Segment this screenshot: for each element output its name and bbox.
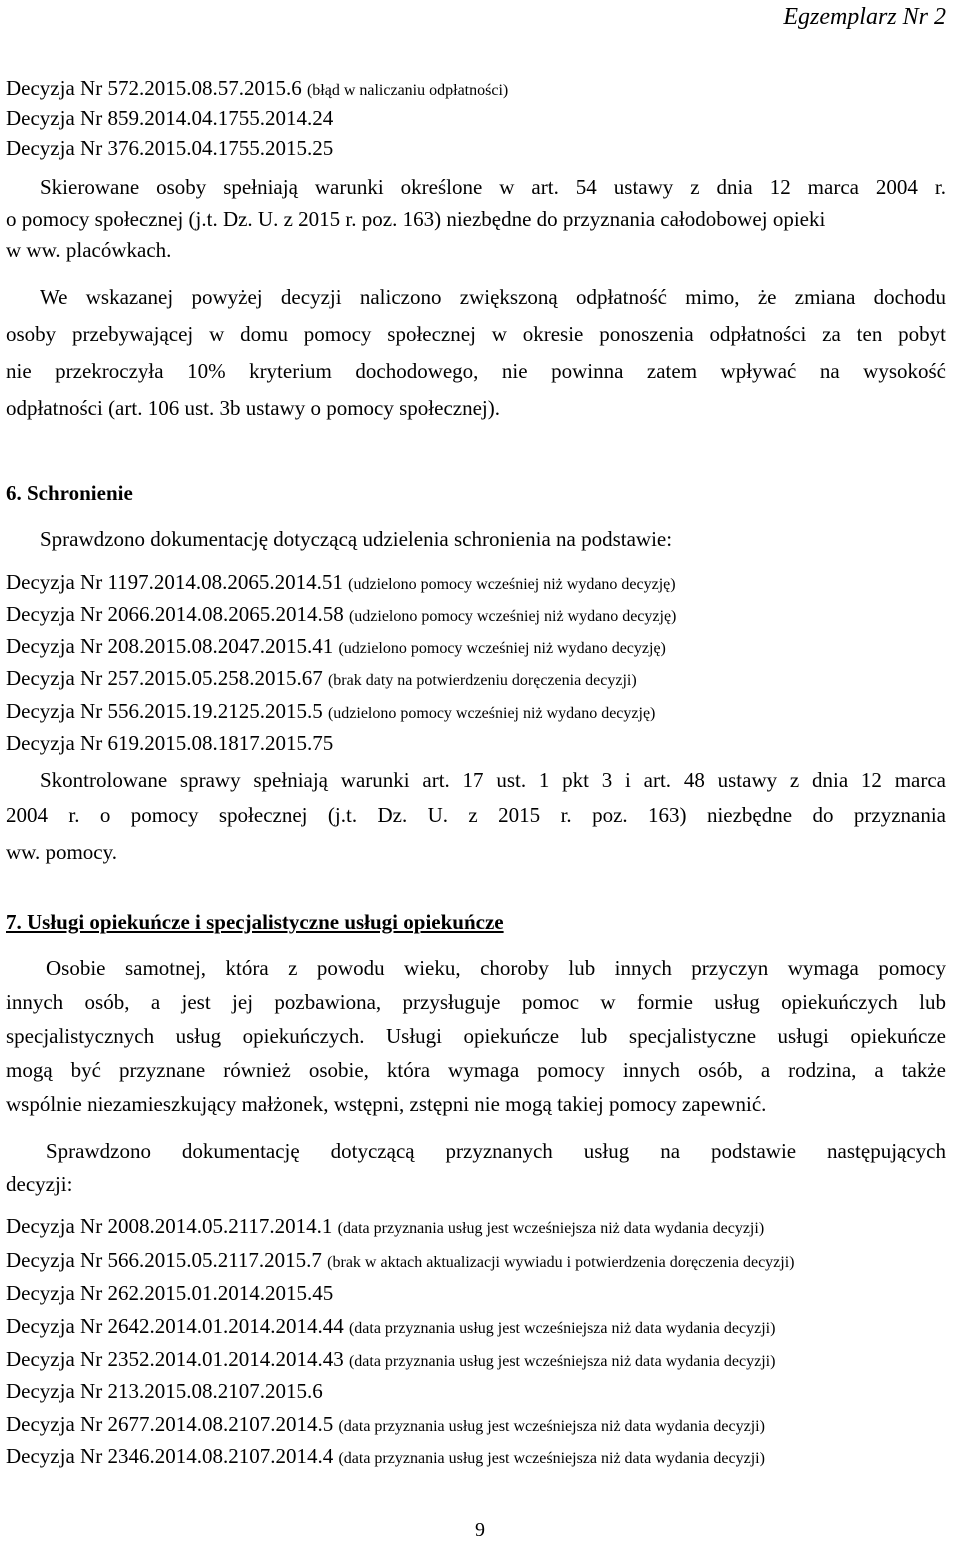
paragraph-line: innych osób, a jest jej pozbawiona, przysługuje pomoc w formie usług opiekuńczych lub — [6, 990, 946, 1014]
decision-line — [6, 104, 946, 132]
decision-number: Decyzja Nr 572.2015.08.57.2015.6 — [6, 76, 302, 100]
decision-number: Decyzja Nr 619.2015.08.1817.2015.75 — [6, 731, 334, 755]
decision-line — [6, 1345, 946, 1376]
decision-note: (błąd w naliczaniu odpłatności) — [306, 82, 509, 99]
decision-line — [6, 1377, 946, 1405]
decision-note: (data przyznania usług jest wcześniejsza niż data wydania decyzji) — [348, 1353, 776, 1370]
summary-line: w ww. placówkach. — [6, 238, 172, 262]
decision-note: (udzielono pomocy wcześniej niż wydano decyzję) — [327, 705, 656, 722]
paragraph-line: wspólnie niezamieszkujący małżonek, wstępni, zstępni nie mogą takiej pomocy zapewnić. — [6, 1092, 767, 1116]
decision-note: (udzielono pomocy wcześniej niż wydano decyzję) — [348, 576, 676, 593]
decision-number: Decyzja Nr 2677.2014.08.2107.2014.5 — [6, 1412, 334, 1436]
decision-number: Decyzja Nr 859.2014.04.1755.2014.24 — [6, 106, 334, 130]
decision-number: Decyzja Nr 2352.2014.01.2014.2014.43 — [6, 1347, 344, 1371]
finding-line: odpłatności (art. 106 ust. 3b ustawy o pomocy społecznej). — [6, 396, 500, 420]
decision-number: Decyzja Nr 2008.2014.05.2117.2014.1 — [6, 1214, 333, 1238]
decision-note: (brak w aktach aktualizacji wywiadu i potwierdzenia doręczenia decyzji) — [327, 1254, 795, 1271]
decision-number: Decyzja Nr 208.2015.08.2047.2015.41 — [6, 634, 334, 658]
decision-note: (udzielono pomocy wcześniej niż wydano decyzję) — [338, 640, 666, 657]
decision-number: Decyzja Nr 213.2015.08.2107.2015.6 — [6, 1379, 323, 1403]
decision-number: Decyzja Nr 556.2015.19.2125.2015.5 — [6, 699, 323, 723]
summary-line: ww. pomocy. — [6, 840, 118, 864]
decision-note: (data przyznania usług jest wcześniejsza niż data wydania decyzji) — [348, 1320, 776, 1337]
paragraph-line: specjalistycznych usług opiekuńczych. Usługi opiekuńcze lub specjalistyczne usługi opiekuńcze — [6, 1024, 946, 1048]
paragraph-line: Osobie samotnej, która z powodu wieku, choroby lub innych przyczyn wymaga pomocy — [46, 956, 946, 980]
finding-line: osoby przebywającej w domu pomocy społecznej w okresie ponoszenia odpłatności za ten pobyt — [6, 322, 946, 346]
decision-line — [6, 1279, 946, 1307]
page-number: 9 — [475, 1519, 485, 1541]
decision-number: Decyzja Nr 2346.2014.08.2107.2014.4 — [6, 1444, 334, 1468]
finding-line: nie przekroczyła 10% kryterium dochodowego, nie powinna zatem wpływać na wysokość — [6, 359, 946, 383]
summary-line: o pomocy społecznej (j.t. Dz. U. z 2015 r. poz. 163) niezbędne do przyznania całodobowej opieki — [6, 207, 826, 231]
section-intro: Sprawdzono dokumentację dotyczącą przyznanych usług na podstawie następujących — [46, 1139, 946, 1163]
section-intro: decyzji: — [6, 1172, 73, 1196]
decision-line — [6, 568, 946, 599]
decision-number: Decyzja Nr 2066.2014.08.2065.2014.58 — [6, 602, 344, 626]
decision-line — [6, 134, 946, 162]
decision-note: (data przyznania usług jest wcześniejsza niż data wydania decyzji) — [338, 1450, 765, 1467]
decision-note: (data przyznania usług jest wcześniejsza niż data wydania decyzji) — [337, 1220, 765, 1237]
decision-line — [6, 729, 946, 757]
decision-line — [6, 600, 946, 631]
section-heading: 6. Schronienie — [6, 481, 133, 505]
decision-number: Decyzja Nr 1197.2014.08.2065.2014.51 — [6, 570, 343, 594]
summary-line: Skontrolowane sprawy spełniają warunki art. 17 ust. 1 pkt 3 i art. 48 ustawy z dnia 12 marca — [40, 768, 946, 792]
summary-line: Skierowane osoby spełniają warunki określone w art. 54 ustawy z dnia 12 marca 2004 r. — [40, 175, 946, 199]
decision-number: Decyzja Nr 257.2015.05.258.2015.67 — [6, 666, 323, 690]
decision-line — [6, 1410, 946, 1441]
decision-line — [6, 664, 946, 695]
copy-number-header: Egzemplarz Nr 2 — [783, 4, 946, 30]
decision-line — [6, 1212, 946, 1243]
decision-line — [6, 1442, 946, 1473]
section-intro: Sprawdzono dokumentację dotyczącą udzielenia schronienia na podstawie: — [40, 527, 673, 551]
decision-note: (udzielono pomocy wcześniej niż wydano decyzję) — [348, 608, 677, 625]
decision-line — [6, 1246, 946, 1277]
decision-number: Decyzja Nr 262.2015.01.2014.2015.45 — [6, 1281, 334, 1305]
finding-line: We wskazanej powyżej decyzji naliczono zwiększoną odpłatność mimo, że zmiana dochodu — [40, 285, 946, 309]
paragraph-line: mogą być przyznane również osobie, która wymaga pomocy innych osób, a rodzina, a także — [6, 1058, 946, 1082]
summary-line: 2004 r. o pomocy społecznej (j.t. Dz. U. z 2015 r. poz. 163) niezbędne do przyznania — [6, 803, 946, 827]
decision-number: Decyzja Nr 2642.2014.01.2014.2014.44 — [6, 1314, 344, 1338]
decision-note: (data przyznania usług jest wcześniejsza niż data wydania decyzji) — [338, 1418, 765, 1435]
decision-line — [6, 697, 946, 728]
section-heading: 7. Usługi opiekuńcze i specjalistyczne usługi opiekuńcze — [6, 910, 504, 934]
decision-line — [6, 74, 946, 105]
decision-number: Decyzja Nr 376.2015.04.1755.2015.25 — [6, 136, 334, 160]
decision-note: (brak daty na potwierdzeniu doręczenia decyzji) — [327, 672, 637, 689]
decision-line — [6, 632, 946, 663]
decision-number: Decyzja Nr 566.2015.05.2117.2015.7 — [6, 1248, 322, 1272]
decision-line — [6, 1312, 946, 1343]
